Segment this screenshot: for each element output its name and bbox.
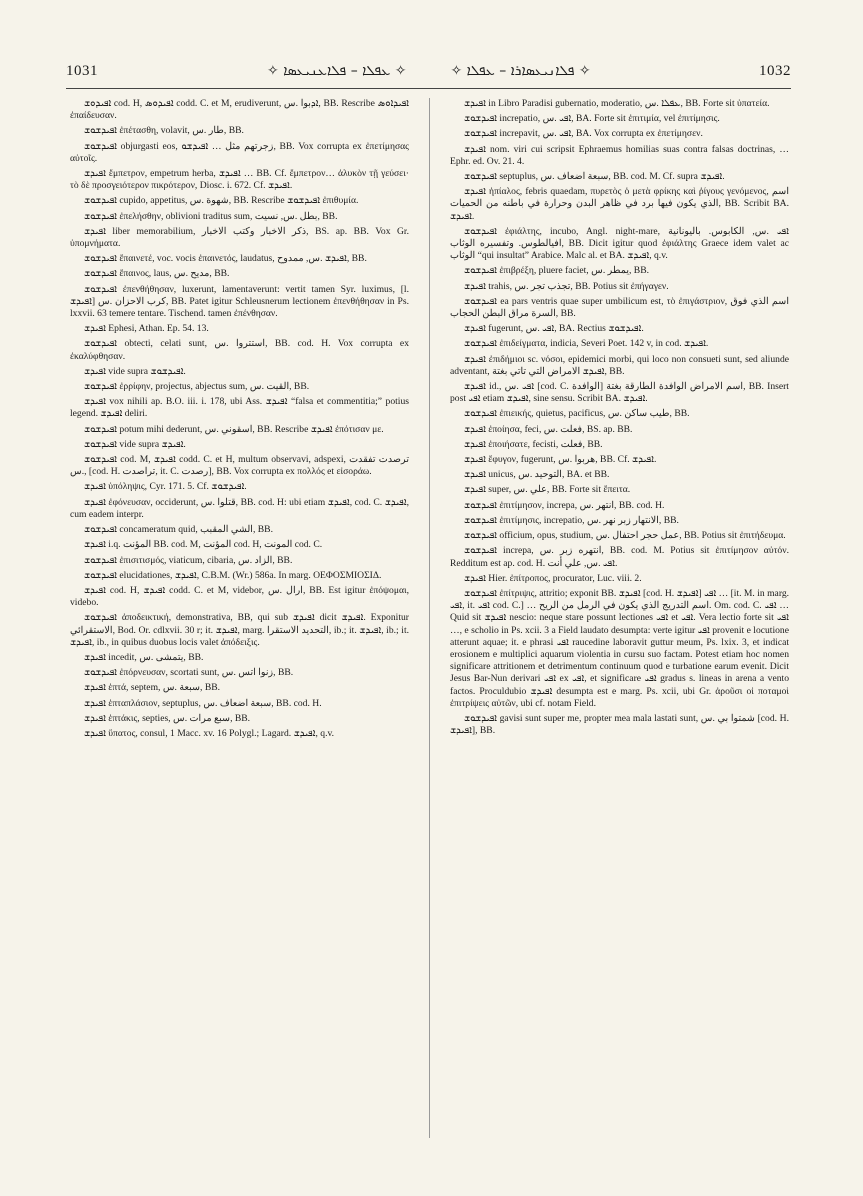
- dictionary-entry: ܐܦܝܕܫܘܫ ea pars ventris quae super umbilicum est, τὸ ἐπιγάστριον, اسم الذي فوق السرة مراق البطن الحجاب, BB.: [450, 295, 789, 320]
- dictionary-entry: ܐܦܝܕܫ ἠπίαλος, febris quaedam, πυρετὸς ὁ μετὰ φρίκης καὶ ῥίγους γενόμενος, اسم الذي يكون فيها برد في ظاهر البدن وحرارة في باطنه من الحميات, BB. Scribit BA. ܐܦܝܕܫ.: [450, 186, 789, 222]
- header-right: [429, 63, 792, 80]
- dictionary-entry: ܐܦܝܕܫ Hier. ἐπίτροπος, procurator, Luc. viii. 2.: [464, 572, 642, 584]
- dictionary-entry: ܐܦܝܕܫܘܫ ἀποδεικτική, demonstrativa, BB, qui sub ܐܦܝܕܫ dicit ܐܦܝܕܫ. Exponitur الاستقرائي, Bod. Or. cdlxvii. 30 r; it. ܐܦܝܕܫ, marg. التحديد الاستقرا, ib.; it. ܐܦܝܕܫ, ib.; it. ܐܦܝܕܫ, ib., in quibus duobus locis valet ἀπόδειξις.: [70, 612, 409, 648]
- dictionary-entry: ܐܦܝܕܫ ἑπταπλάσιον, septuplus, سبعة اضعاف .س, BB. cod. H.: [84, 697, 322, 709]
- dictionary-entry: ܐܦܝܕܫܘܫ ἐπιβρέξη, pluere faciet, يمطر .س, BB.: [464, 265, 649, 277]
- dictionary-entry: ܐܦܝܕܫ id., ܐܦܝ .س [cod. C. الوافدة] اسم الامراض الوافدة الطارقة بغتة, BB. Insert post ܐܦܝ etiam ܐܦܝܕܫ, sine sensu. Scribit BA. ܐܦܝܕܫ.: [450, 381, 789, 405]
- dictionary-entry: ܐܦܝܕܫ Ephesi, Athan. Ep. 54. 13.: [84, 323, 209, 335]
- dictionary-entry: ܐܦܝܕܫܘܫ ἐρρίφην, projectus, abjectus sum, القيت .س, BB.: [84, 381, 310, 393]
- dictionary-entry: ܐܦܝܕܫܘܫ ἐπιτίμησον, increpa, انتهر .س, BB. cod. H.: [464, 499, 665, 511]
- dictionary-entry: ܐܦܝܕܘܫ cod. H, ܐܦܝܕܘܣ codd. C. et M, erudiverunt, ܐܕبوا .س, BB. Rescribe ܐܦܝܕܐܘܣ ἐπαίδευσαν.: [70, 98, 409, 122]
- dictionary-entry: ܐܦܝܕܫܘܫ ἐπίτριψις, attritio; exponit BB. ܐܦܝܕܫ [cod. H. ܐܦܝܕܫ] ܐܦܝ … [it. M. in marg. ܐܦܝ, it. ܐܦܝ cod. C.] … اسم التدريج الذي يكون في الرمل من الريح. Om. cod. C. ܐܦܝ … Quid sit ܐܦܝܕܫ nescio: neque stare possunt lectiones ܐܦܝ et ܐܦܝ. Vera lectio forte sit ܐܦܝ …, e scholio in Ps. xcii. 3 a Field laudato desumpta: verte igitur ܐܦܝ provenit e locutione atterunt aquae; it. e phrasi ܐܦܝ raucedine laboravit guttur meum, Ps. lxix. 3, et indicat erosionem e multiplici aquarum violentia in cursu suo factam. Potest etiam hoc nomen significare attritionem et detrimentum continuum quod e turbatione earum evenit. Dicit Jesus Bar-Nun derivari ܐܦܝ ex ܐܦܝ, et significare ܐܦܝ gradus s. lineas in arena a vento factos. Proculdubio ܐܦܝܕܫ desumpta est e marg. Ps. xcii, ubi Gr. ἀροῦσι οἱ ποταμοὶ ἐπιτρίψεις αὐτῶν, ubi cf. notam Field.: [450, 587, 789, 709]
- page-header: [66, 58, 791, 84]
- dictionary-entry: ܐܦܝܕܫ incedit, يتمشى .س, BB.: [84, 651, 204, 663]
- dictionary-entry: ܐܦܝܕܫ ἔμπετρον, empetrum herba, ܐܦܝܕܫ … BB. Cf. ἔμπετρον… ἁλυκὸν τῇ γεύσει· τὸ δὲ προσγειότερον πικρότερον, Diosc. i. 672. Cf. ܐܦܝܕܫ.: [70, 168, 409, 192]
- dictionary-entry: ܐܦܝܕܫܘܫ ἐπελήσθην, oblivioni traditus sum, بطل .س, نسيت, BB.: [84, 210, 338, 222]
- dictionary-entry: ܐܦܝܕܫܘܫ objurgasti eos, زجرتهم مثل … ܐܦܝܕܫܘ, BB. Vox corrupta ex ἐπετίμησας αὐτοῖς.: [70, 140, 409, 164]
- dictionary-entry: ܐܦܝܕܫ in Libro Paradisi gubernatio, moderatio, ܥܦܠܐ .س, BB. Forte sit ὑπατεία.: [464, 98, 770, 109]
- dictionary-entry: ܐܦܝܕܫܘܫ ἐπισιτισμός, viaticum, cibaria, الزاد .س, BB.: [84, 554, 293, 566]
- dictionary-entry: ܐܦܝܕܫ liber memorabilium, ذكر الاخبار وكتب الاخبار, BS. ap. BB. Vox Gr. ὑπομνήματα.: [70, 225, 409, 250]
- dictionary-entry: ܐܦܝܕܫ vox nihili ap. B.O. iii. i. 178, ubi Ass. ܐܦܝܕܫ “falsa et commentitia;” potius legend. ܐܦܝܕܫ deliri.: [70, 396, 409, 420]
- dictionary-entry: ܐܦܝܕܫ ἑπτάκις, septies, سبع مرات .س, BB.: [84, 712, 251, 724]
- left-column: [70, 98, 409, 1138]
- header-rule: [66, 88, 791, 89]
- dictionary-entry: ܐܦܝܕܫ super, علي .س, BB. Forte sit ἔπειτα.: [464, 484, 631, 496]
- dictionary-entry: ܐܦܝܕܫܘܫ ἐπέτασθη, volavit, طار .س, BB.: [84, 125, 244, 137]
- dictionary-entry: ܐܦܝܕܫ i.q. المؤنت BB. cod. M, المؤنت cod. H, المونت cod. C.: [84, 539, 323, 551]
- dictionary-entry: ܐܦܝܕܫ cod. H, ܐܦܝܕܫ codd. C. et M, videbor, ارال .س, BB. Est igitur ἐπόψομαι, videbo.: [70, 584, 409, 609]
- columns: [70, 98, 789, 1138]
- dictionary-entry: ܐܦܝܕܫܘܫ ἐπενθήθησαν, luxerunt, lamentaverunt: vertit tamen Syr. luximus, [l. ܐܦܝܕܫ] كرب الاحزان .س, BB. Patet igitur Schleusnerum lectionem ἐπενθήθησαν in Ps. lxxvii. 63 temere tentare. Tischend. tamen ἐπένθησαν.: [70, 283, 409, 320]
- dictionary-entry: ܐܦܝܕܫ ἐποιήσατε, fecisti, فعلت, BB.: [464, 438, 603, 450]
- dictionary-entry: ܐܦܝܕܫܘܫ ἐπόρνευσαν, scortati sunt, زنوا اتس .س, BB.: [84, 667, 294, 679]
- dictionary-entry: ܐܦܝܕܫ ἔφυγον, fugerunt, هربوا .س, BB. Cf. ܐܦܝܕܫ.: [464, 454, 657, 466]
- dictionary-entry: ܐܦܝܕܫ trahis, تجذب تجر .س, BB. Potius sit ἐπήγαγεν.: [464, 280, 669, 292]
- dictionary-entry: ܐܦܝܕܫܘܫ ἔπαινετέ, voc. vocis ἐπαινετός, laudatus, ܐܦܝܕܫ .س, ممدوح, BB.: [84, 253, 367, 265]
- left-running-head: ✧ ܥܦܠܐ – ܦܠܐܥܢܝܥܣܐ ✧: [267, 63, 407, 79]
- right-running-head: ✧ ܦܠܐܢܝܥܣܐܪܐ – ܥܦܠܐ ✧: [450, 63, 591, 79]
- dictionary-entry: ܐܦܝܕܫ ἐποίησα, feci, فعلت .س, BS. ap. BB.: [464, 423, 633, 435]
- dictionary-entry: ܐܦܝܕܫܘܫ vide supra ܐܦܝܕܫ.: [84, 438, 186, 450]
- dictionary-entry: ܐܦܝܕܫ ἑπτά, septem, سبعة .س, BB.: [84, 682, 221, 694]
- dictionary-entry: ܐܦܝܕܫܘܫ cod. M, ܐܦܝܕܫ codd. C. et H, multum observavi, adspexi, ترصدت تفقدت .س, [cod. H. تراصدت, it. C. رصدت], BB. Vox corrupta ex πολλός et εἰσοράω.: [70, 454, 409, 478]
- dictionary-entry: ܐܦܝܕܫ unicus, التوحيد .س, BA. et BB.: [464, 469, 610, 481]
- dictionary-entry: ܐܦܝܕܫܘܫ ἐπιδείγματα, indicia, Severi Poet. 142 v, in cod. ܐܦܝܕܫ.: [464, 338, 709, 350]
- dictionary-entry: ܐܦܝܕܫܘܫ gavisi sunt super me, propter mea mala lastati sunt, شمتوا بي .س [cod. H. ܐܦܝܕܫ], BB.: [450, 712, 789, 737]
- dictionary-entry: ܐܦܝܕܫ ὑπόληψις, Cyr. 171. 5. Cf. ܐܦܝܕܫܘܫ.: [84, 481, 247, 493]
- dictionary-entry: ܐܦܝܕܫ vide supra ܐܦܝܕܫܘܫ.: [84, 365, 186, 377]
- header-left: [66, 63, 429, 80]
- dictionary-entry: ܐܦܝܕܫ nom. viri cui scripsit Ephraemus homilias suas contra falsas doctrinas, … Ephr. ed. Ov. 21. 4.: [450, 143, 789, 167]
- dictionary-entry: ܐܦܝܕܫܘܫ officium, opus, studium, عمل حجر احتفال .س, BB. Potius sit ἐπιτήδευμα.: [464, 530, 786, 542]
- right-column: [450, 98, 789, 1138]
- dictionary-entry: ܐܦܝܕܫܘܫ concameratum quid, الشي المقبب, BB.: [84, 524, 273, 536]
- dictionary-entry: ܐܦܝܕܫ ὕπατος, consul, 1 Macc. xv. 16 Polygl.; Lagard. ܐܦܝܕܫ, q.v.: [84, 727, 335, 739]
- dictionary-entry: ܐܦܝܕܫܘܫ elucidationes, ܐܦܝܕܫ, C.B.M. (Wr.) 586a. In marg. ΟΕΦΟΣΜΙΟΣΙΔ.: [84, 569, 382, 581]
- dictionary-entry: ܐܦܝܕܫܘܫ ἐπιτίμησις, increpatio, الانتهار زبر نهر .س, BB.: [464, 514, 679, 526]
- dictionary-entry: ܐܦܝܕܫܘܫ increpavit, ܐܦܝ .س, BA. Vox corrupta ex ἐπετίμησεν.: [464, 128, 703, 140]
- dictionary-entry: ܐܦܝܕܫ fugerunt, ܐܦܝ .س, BA. Rectius ܐܦܝܕܫܘܫ.: [464, 323, 644, 335]
- left-page-number: 1031: [66, 62, 98, 79]
- dictionary-entry: ܐܦܝܕܫܘܫ ἔπαινος, laus, مديح .س, BB.: [84, 268, 230, 280]
- right-page-number: 1032: [759, 62, 791, 79]
- dictionary-entry: ܐܦܝܕܫܘܫ septuplus, سبعة اضعاف .س, BB. cod. M. Cf. supra ܐܦܝܕܫ.: [464, 171, 725, 183]
- dictionary-entry: ܐܦܝܕܫܘܫ increpatio, ܐܦܝ .س, BA. Forte sit ἐπιτιμία, vel ἐπιτίμησις.: [464, 113, 720, 125]
- column-separator: [429, 98, 430, 1138]
- dictionary-entry: ܐܦܝܕܫܘܫ cupido, appetitus, شهوة .س, BB. Rescribe ܐܦܝܕܫܘܫ ἐπιθυμία.: [84, 195, 359, 207]
- dictionary-entry: ܐܦܝܕܫܘܫ ἐφιάλτης, incubo, Angl. night-mare, ܐܦܝ .س, الكابوس. باليونانية افيالطوس. وتفسيره الوثاب, BB. Dicit igitur quod ἐφιάλτης Graece idem valet ac الوثاب “qui insultat” Arabice. Malc al. et BA. ܐܦܝܕܫ, q.v.: [450, 225, 789, 262]
- dictionary-entry: ܐܦܝܕܫܘܫ increpa, انتهره زبر .س, BB. cod. M. Potius sit ἐπιτίμησον αὐτόν. Redditum est ap. cod. H. ܐܦܝ .س, علي أنت.: [450, 545, 789, 569]
- dictionary-entry: ܐܦܝܕܫ ἐφόνευσαν, occiderunt, قتلوا .س, BB. cod. H: ubi etiam ܐܦܝܕܫ, cod. C. ܐܦܝܕܫ, cum eadem interpr.: [70, 496, 409, 520]
- dictionary-entry: ܐܦܝܕܫ ἐπιδήμιοι sc. νόσοι, epidemici morbi, qui loco non consueti sunt, sed aliunde adventant, ܐܦܝܕܫ الامراض التي تاتي بغتة, BB.: [450, 353, 789, 377]
- dictionary-entry: ܐܦܝܕܫܘܫ ἐπιεικής, quietus, pacificus, طيب ساكن .س, BB.: [464, 408, 690, 420]
- dictionary-entry: ܐܦܝܕܫܘܫ potum mihi dederunt, اسقوني .س, BB. Rescribe ܐܦܝܕܫ ἐπότισαν με.: [84, 423, 384, 435]
- dictionary-entry: ܐܦܝܕܫܘܫ obtecti, celati sunt, استتروا .س, BB. cod. H. Vox corrupta ex ἐκαλύφθησαν.: [70, 338, 409, 362]
